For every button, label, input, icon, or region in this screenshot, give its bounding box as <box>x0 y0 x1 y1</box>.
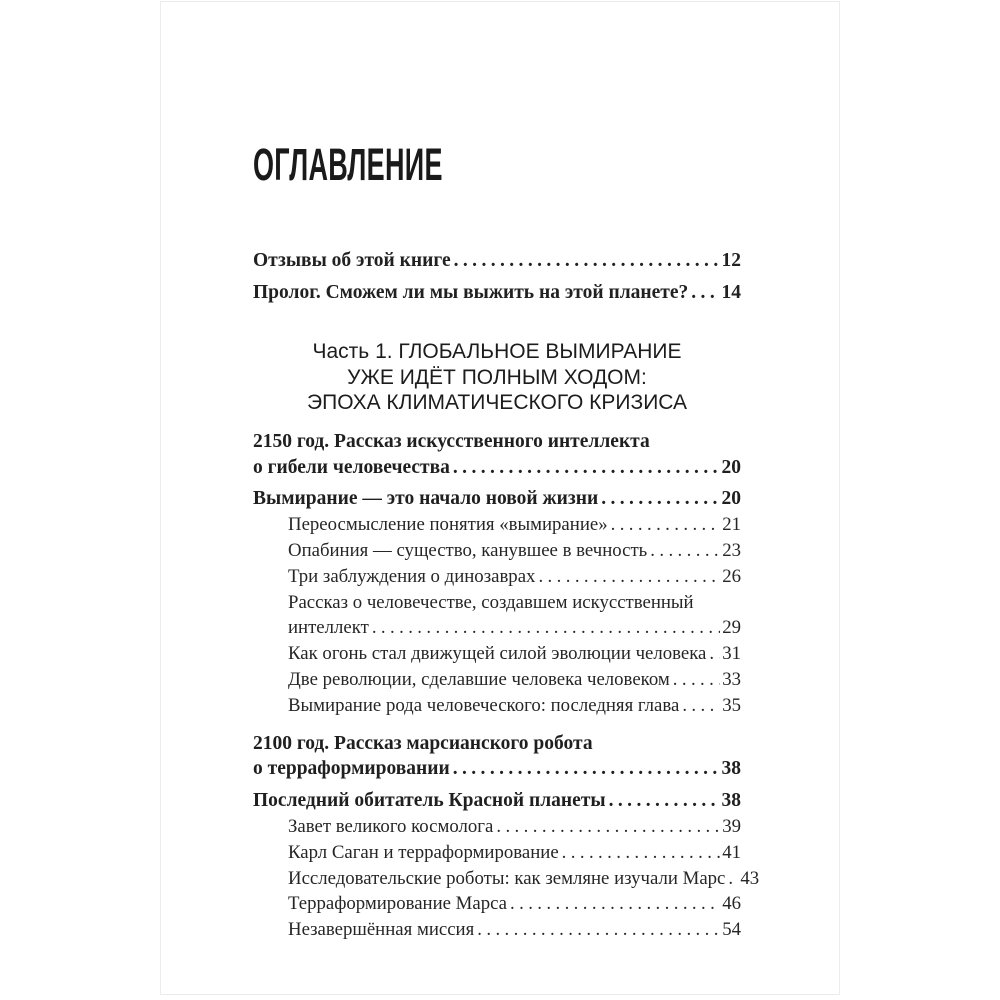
toc-entry <box>253 667 741 693</box>
page-title: ОГЛАВЛЕНИЕ <box>253 139 443 190</box>
dot-leader <box>728 866 738 892</box>
dot-leader <box>477 917 720 943</box>
page-number: 14 <box>721 282 741 303</box>
toc-entry <box>253 693 741 719</box>
book-page <box>160 1 840 995</box>
page-number: 41 <box>722 841 741 863</box>
page-number: 54 <box>722 919 741 941</box>
page-number: 38 <box>721 790 741 812</box>
page-number: 29 <box>722 617 741 639</box>
toc-entry <box>253 486 741 512</box>
dot-leader <box>496 814 720 840</box>
dot-leader <box>510 891 720 917</box>
toc-entry <box>253 538 741 564</box>
entry-title-line1: Рассказ о человечестве, создавшем искусственный <box>288 591 694 613</box>
toc-entry <box>253 564 741 590</box>
entry-title: Терраформирование Марса <box>288 893 508 915</box>
page-number: 12 <box>721 250 741 271</box>
page-number: 43 <box>740 867 760 889</box>
dot-leader <box>609 788 720 814</box>
dot-leader <box>611 512 721 538</box>
toc-entry <box>253 814 741 840</box>
entry-title: Последний обитатель Красной планеты <box>253 790 606 812</box>
toc-entry <box>253 429 741 481</box>
dot-leader <box>691 277 719 309</box>
part-heading-line: УЖЕ ИДЁТ ПОЛНЫМ ХОДОМ: <box>347 365 647 389</box>
page-number: 39 <box>722 815 741 837</box>
entry-title: Карл Саган и терраформирование <box>288 841 559 863</box>
toc-column <box>253 2 760 943</box>
toc-entry <box>253 788 741 814</box>
page-number: 20 <box>721 488 741 510</box>
page-number: 20 <box>721 456 741 478</box>
entry-title: Три заблуждения о динозаврах <box>288 565 536 587</box>
entry-title: Как огонь стал движущей силой эволюции человека <box>288 643 707 665</box>
entry-title: Опабиния — существо, канувшее в вечность <box>288 539 648 561</box>
front-matter <box>253 245 741 309</box>
entry-title: Две революции, сделавшие человека человеком <box>288 668 670 690</box>
page-number: 33 <box>722 668 741 690</box>
dot-leader <box>538 564 720 590</box>
entry-title-line1: 2100 год. Рассказ марсианского робота <box>253 732 593 754</box>
toc-entry <box>253 891 741 917</box>
part-heading-line: Часть 1. ГЛОБАЛЬНОЕ ВЫМИРАНИЕ <box>312 340 682 363</box>
dot-leader <box>682 693 720 719</box>
entry-title: интеллект <box>288 617 369 639</box>
dot-leader <box>454 245 720 277</box>
page-number: 21 <box>722 514 741 536</box>
dot-leader <box>709 641 720 667</box>
page-number: 31 <box>722 643 741 665</box>
entry-title: Переосмысление понятия «вымирание» <box>288 514 608 536</box>
toc-entry <box>253 277 741 309</box>
entry-title: Вымирание рода человеческого: последняя глава <box>288 694 680 716</box>
toc-entry <box>253 512 741 538</box>
page-number: 23 <box>722 539 741 561</box>
entry-title: Пролог. Сможем ли мы выжить на этой планете? <box>253 282 689 303</box>
entry-title-line1: 2150 год. Рассказ искусственного интеллекта <box>253 430 650 452</box>
dot-leader <box>650 538 720 564</box>
entry-title: Исследовательские роботы: как земляне изучали Марс <box>288 867 726 889</box>
part-heading-line: ЭПОХА КЛИМАТИЧЕСКОГО КРИЗИСА <box>307 391 687 415</box>
page-number: 38 <box>721 758 741 780</box>
page-number: 46 <box>722 893 741 915</box>
page-number: 26 <box>722 565 741 587</box>
toc-entry <box>253 590 741 642</box>
entry-title: Отзывы об этой книге <box>253 250 451 271</box>
dot-leader <box>673 667 720 693</box>
page-number: 35 <box>722 694 741 716</box>
toc-entry <box>253 245 741 277</box>
dot-leader <box>372 615 720 641</box>
toc-entries <box>253 429 760 943</box>
entry-title: Незавершённая миссия <box>288 919 475 941</box>
entry-title: о гибели человечества <box>253 456 450 478</box>
toc-entry <box>253 731 741 783</box>
entry-title: о терраформировании <box>253 758 450 780</box>
dot-leader <box>601 486 719 512</box>
toc-entry <box>253 840 741 866</box>
dot-leader <box>453 756 720 782</box>
dot-leader <box>453 455 720 481</box>
toc-entry <box>253 866 760 892</box>
entry-title: Завет великого космолога <box>288 815 494 837</box>
dot-leader <box>562 840 721 866</box>
toc-entry <box>253 917 741 943</box>
toc-entry <box>253 641 741 667</box>
entry-title: Вымирание — это начало новой жизни <box>253 488 599 510</box>
part-heading <box>253 339 741 416</box>
